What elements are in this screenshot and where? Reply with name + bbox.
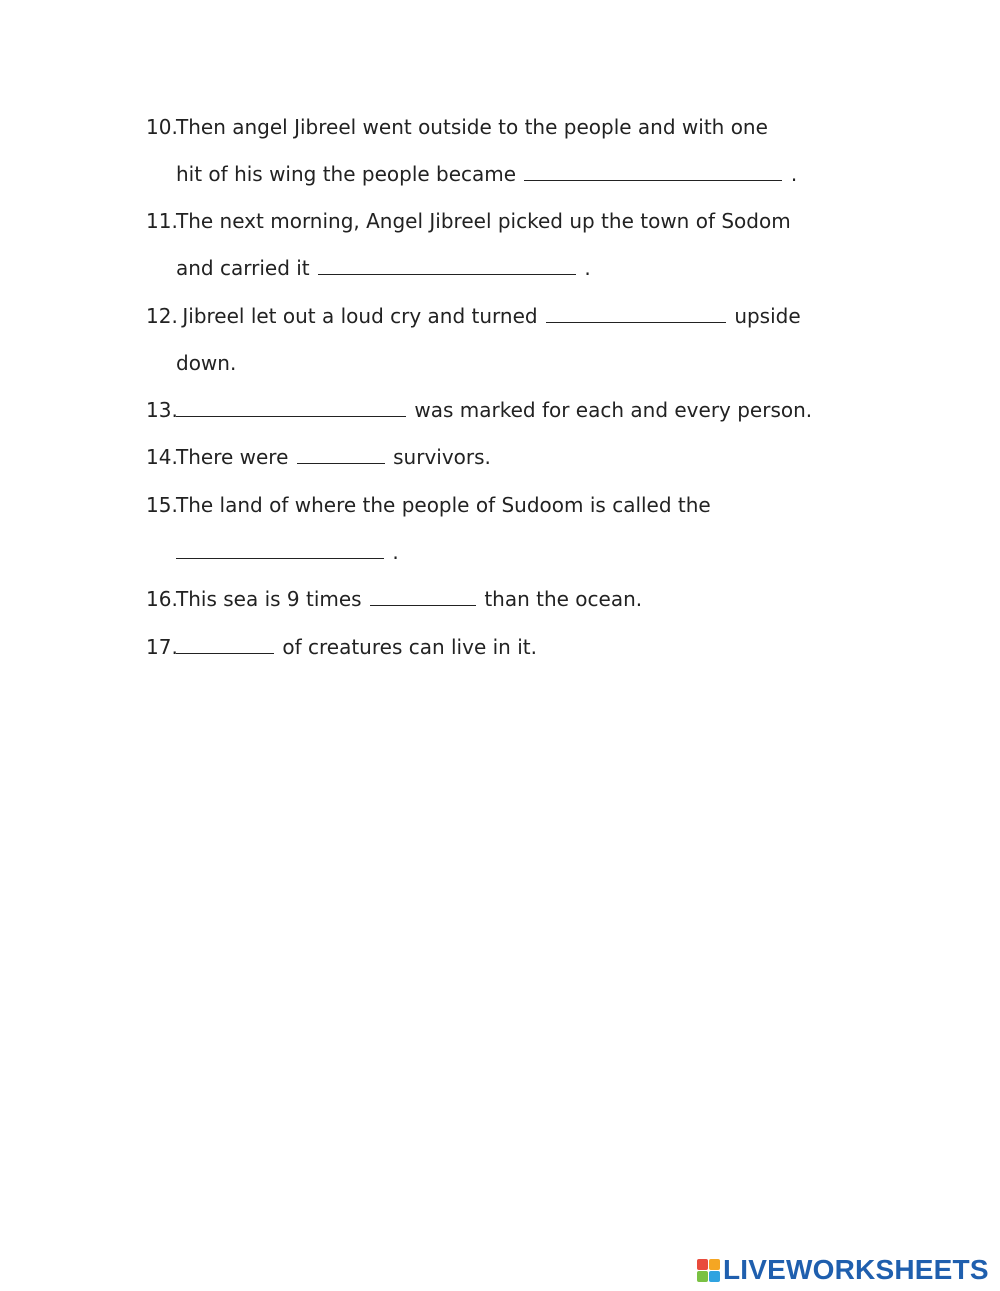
- question-text: was marked for each and every person.: [414, 398, 813, 422]
- question-text: This sea is 9 times: [176, 587, 362, 611]
- question-text: The land of where the people of Sudoom is called the: [176, 493, 711, 517]
- question-text: than the ocean.: [484, 587, 643, 611]
- question-number: 15.: [146, 493, 178, 517]
- question-number: 10.: [146, 115, 178, 139]
- answer-blank[interactable]: [176, 540, 384, 559]
- question-number: 12.: [146, 304, 178, 328]
- question-10: [146, 104, 866, 198]
- question-text: .: [392, 540, 399, 564]
- question-number: 14.: [146, 445, 178, 469]
- answer-blank[interactable]: [370, 587, 476, 606]
- question-17: [146, 624, 866, 671]
- logo-badge-cell: [709, 1259, 720, 1270]
- answer-blank[interactable]: [546, 304, 726, 323]
- question-12: [146, 293, 866, 387]
- question-text: of creatures can live in it.: [282, 635, 537, 659]
- logo-badge-icon: [697, 1259, 720, 1282]
- logo-badge-cell: [709, 1271, 720, 1282]
- question-text: survivors.: [393, 445, 491, 469]
- question-14: [146, 434, 866, 481]
- logo-badge-cell: [697, 1259, 708, 1270]
- answer-blank[interactable]: [524, 162, 782, 181]
- question-text: Jibreel let out a loud cry and turned: [182, 304, 538, 328]
- question-text: hit of his wing the people became: [176, 162, 517, 186]
- question-13: [146, 387, 866, 434]
- question-text: down.: [176, 351, 237, 375]
- question-number: 13.: [146, 398, 178, 422]
- answer-blank[interactable]: [297, 445, 385, 464]
- question-text: .: [790, 162, 798, 186]
- question-16: [146, 576, 866, 623]
- answer-blank[interactable]: [318, 256, 576, 275]
- question-text: .: [584, 256, 591, 280]
- question-15: [146, 482, 866, 576]
- question-number: 17.: [146, 635, 178, 659]
- question-number: 11.: [146, 209, 178, 233]
- question-text: The next morning, Angel Jibreel picked up the town of Sodom: [176, 209, 791, 233]
- question-text: There were: [176, 445, 289, 469]
- answer-blank[interactable]: [176, 635, 274, 654]
- question-11: [146, 198, 866, 292]
- question-number: 16.: [146, 587, 178, 611]
- liveworksheets-logo: [697, 1253, 989, 1287]
- question-text: upside: [734, 304, 801, 328]
- answer-blank[interactable]: [176, 398, 406, 417]
- logo-brand-text: LIVEWORKSHEETS: [723, 1254, 989, 1285]
- logo-badge-cell: [697, 1271, 708, 1282]
- question-text: and carried it: [176, 256, 310, 280]
- question-text: Then angel Jibreel went outside to the people and with one: [176, 115, 768, 139]
